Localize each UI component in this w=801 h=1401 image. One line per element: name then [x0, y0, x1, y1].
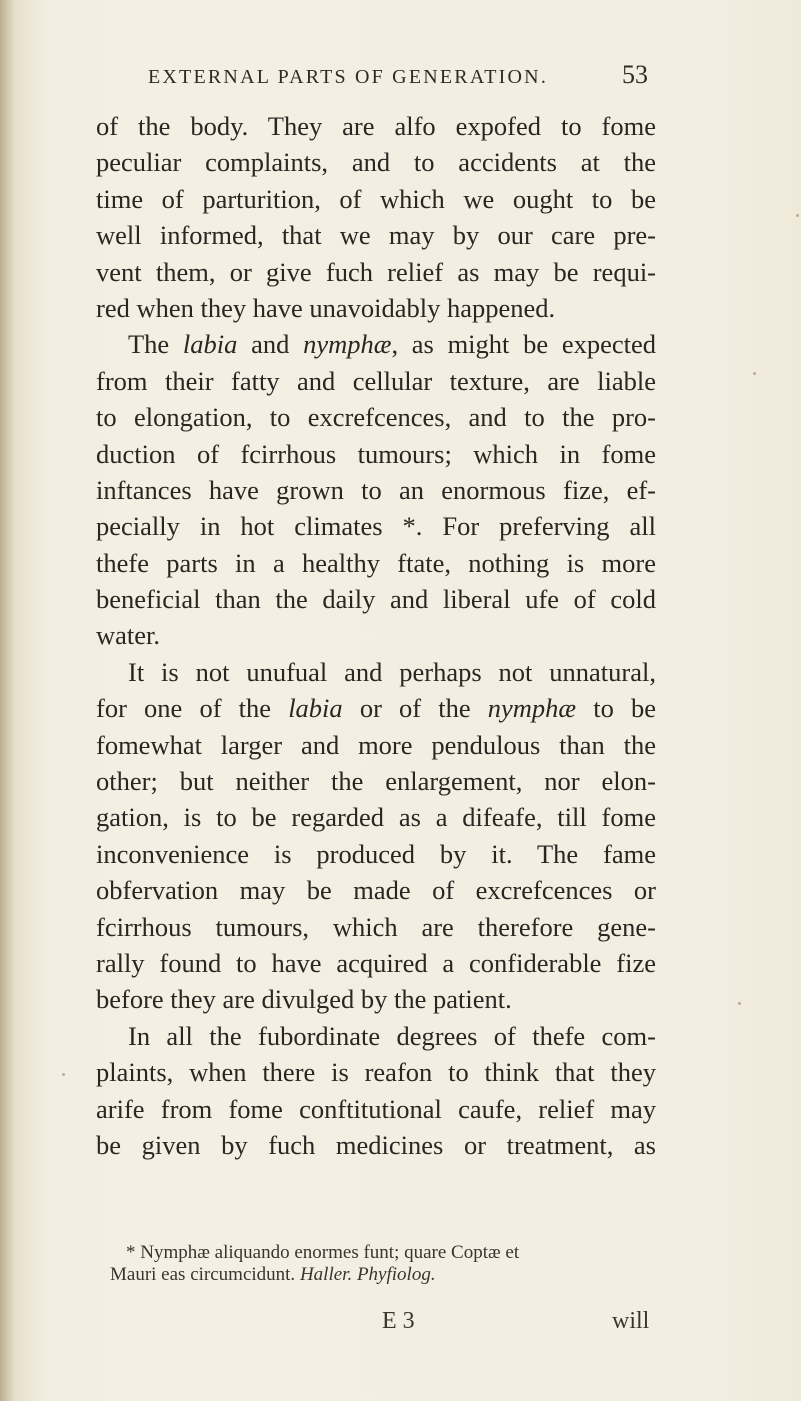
paper-speck [738, 1002, 741, 1005]
text-line: It is not unufual and perhaps not unnatural, [128, 656, 656, 687]
body-text [96, 108, 656, 1163]
text-line: water. [96, 620, 161, 651]
text-line: The labia and nymphæ, as might be expected [128, 329, 657, 360]
paper-speck [62, 1073, 65, 1076]
text-line: gation, is to be regarded as a difeafe, till fome [96, 802, 656, 833]
text-line: red when they have unavoidably happened. [96, 292, 556, 323]
text-line: time of parturition, of which we ought to be [96, 183, 656, 214]
footnote [110, 1242, 660, 1286]
text-line: peculiar complaints, and to accidents at the [96, 147, 656, 178]
text-line: from their fatty and cellular texture, are liable [96, 365, 656, 396]
page-number: 53 [622, 60, 648, 89]
footnote-line: * Nymphæ aliquando enormes funt; quare Coptæ et [126, 1242, 520, 1263]
text-line: well informed, that we may by our care pre- [96, 220, 656, 251]
text-line: obfervation may be made of excrefcences or [96, 875, 656, 906]
running-head: EXTERNAL PARTS OF GENERATION. [148, 66, 549, 88]
text-line: other; but neither the enlargement, nor elon- [96, 766, 656, 797]
text-line: be given by fuch medicines or treatment, as [96, 1129, 656, 1160]
text-line: rally found to have acquired a confiderable fize [96, 947, 656, 978]
footnote-line: Mauri eas circumcidunt. Haller. Phyfiolog. [110, 1264, 436, 1285]
text-line: fcirrhous tumours, which are therefore gene- [96, 911, 656, 942]
text-line: for one of the labia or of the nymphæ to be [96, 693, 656, 724]
text-line: to elongation, to excrefcences, and to the pro- [96, 402, 656, 433]
text-line: thefe parts in a healthy ftate, nothing is more [96, 547, 656, 578]
paper-speck [796, 214, 799, 217]
catchword: will [612, 1308, 650, 1334]
text-line: inconvenience is produced by it. The fame [96, 838, 656, 869]
text-line: In all the fubordinate degrees of thefe com- [128, 1020, 656, 1051]
paper-speck [753, 372, 756, 375]
text-line: vent them, or give fuch relief as may be requi- [96, 256, 656, 287]
signature-mark: E 3 [382, 1308, 415, 1334]
page-gutter-shadow [0, 0, 14, 1401]
text-line: of the body. They are alfo expofed to fome [96, 111, 656, 141]
text-line: pecially in hot climates *. For preferving all [96, 511, 656, 542]
text-line: fomewhat larger and more pendulous than the [96, 729, 656, 760]
text-line: plaints, when there is reafon to think that they [96, 1057, 656, 1088]
text-line: duction of fcirrhous tumours; which in fome [96, 438, 656, 469]
text-line: arife from fome conftitutional caufe, relief may [96, 1093, 656, 1124]
text-line: beneficial than the daily and liberal ufe of cold [96, 584, 656, 615]
text-line: inftances have grown to an enormous fize, ef- [96, 474, 656, 505]
text-line: before they are divulged by the patient. [96, 984, 512, 1015]
